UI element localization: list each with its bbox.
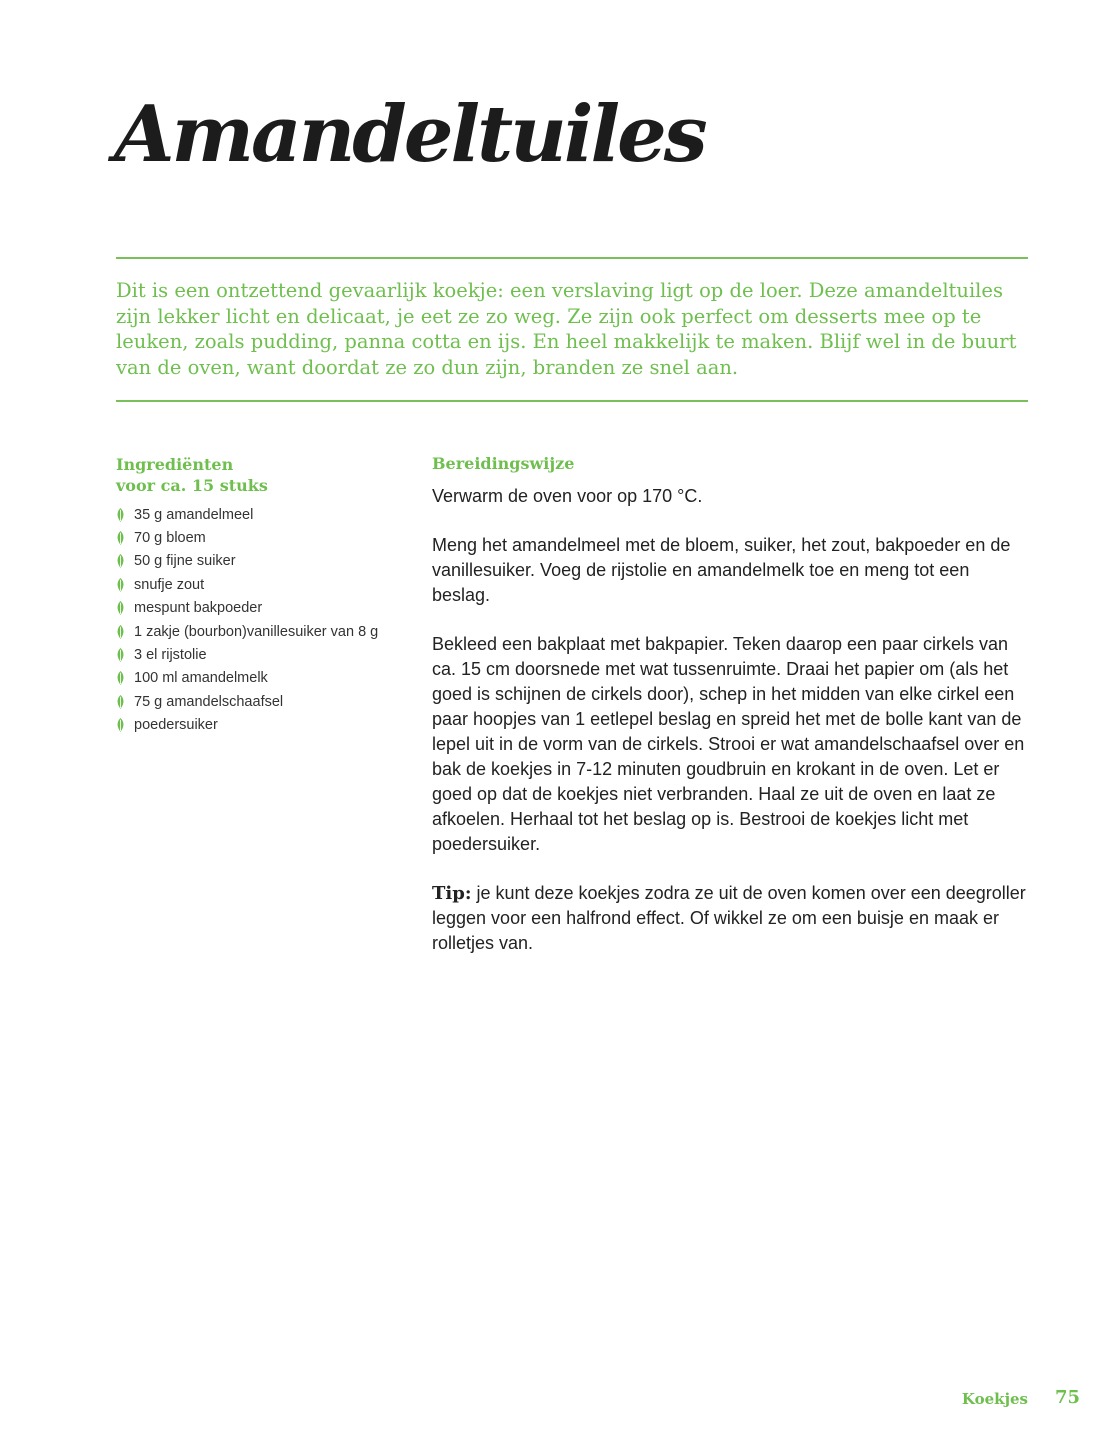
ingredient-item bbox=[116, 550, 416, 573]
leaf-icon bbox=[116, 718, 125, 732]
leaf-icon bbox=[116, 695, 125, 709]
preparation-heading: Bereidingswijze bbox=[432, 454, 575, 473]
page-number: 75 bbox=[1054, 1387, 1080, 1408]
leaf-icon bbox=[116, 601, 125, 615]
ingredient-text: 1 zakje (bourbon)vanillesuiker van 8 g bbox=[134, 623, 379, 640]
tip-paragraph bbox=[432, 881, 1032, 956]
ingredient-item bbox=[116, 597, 416, 620]
leaf-icon bbox=[116, 554, 125, 568]
ingredient-text: 70 g bloem bbox=[134, 530, 206, 547]
ingredients-heading-line1: Ingrediënten bbox=[116, 455, 234, 474]
leaf-icon bbox=[116, 625, 125, 639]
leaf-icon bbox=[116, 578, 125, 592]
leaf-icon bbox=[116, 671, 125, 685]
ingredient-text: mespunt bakpoeder bbox=[134, 600, 263, 617]
ingredient-text: 100 ml amandelmelk bbox=[134, 670, 268, 687]
ingredient-text: 75 g amandelschaafsel bbox=[134, 693, 284, 710]
leaf-icon bbox=[116, 531, 125, 545]
preparation-body bbox=[432, 484, 1032, 980]
ingredient-text: 35 g amandelmeel bbox=[134, 506, 254, 523]
ingredients-heading bbox=[116, 454, 268, 496]
ingredient-item bbox=[116, 526, 416, 549]
bottom-divider bbox=[116, 400, 1028, 402]
ingredients-list bbox=[116, 503, 416, 737]
ingredient-item bbox=[116, 667, 416, 690]
top-divider bbox=[116, 257, 1028, 259]
preparation-step-1: Verwarm de oven voor op 170 °C. bbox=[432, 486, 703, 506]
ingredient-text: 3 el rijstolie bbox=[134, 647, 207, 664]
leaf-icon bbox=[116, 648, 125, 662]
tip-label: Tip: bbox=[432, 883, 472, 904]
preparation-step-3: Bekleed een bakplaat met bakpapier. Teken daarop een paar cirkels van ca. 15 cm doorsnede met wat tussenruimte. Draai het papier om (als het goed is schijnen de cirkels door), schep in het midden van elke cirkel een paar hoopjes van 1 eetlepel beslag en spreid het met de bolle kant van de lepel uit in de vorm van de cirkels. Strooi er wat amandelschaafsel over en bak de koekjes in 7-12 minuten goudbruin en krokant in de oven. Let er goed op dat de koekjes niet verbranden. Haal ze uit de oven en laat ze afkoelen. Herhaal tot het beslag op is. Bestrooi de koekjes licht met poedersuiker. bbox=[432, 634, 1025, 854]
ingredients-heading-line2: voor ca. 15 stuks bbox=[116, 476, 268, 495]
footer-section-name: Koekjes bbox=[961, 1390, 1028, 1408]
ingredient-text: 50 g fijne suiker bbox=[134, 553, 236, 570]
tip-text: je kunt deze koekjes zodra ze uit de oven komen over een deegroller leggen voor een halfrond effect. Of wikkel ze om een buisje en maak er rolletjes van. bbox=[432, 883, 1026, 953]
intro-text: Dit is een ontzettend gevaarlijk koekje: een verslaving ligt op de loer. Deze amandeltuiles zijn lekker licht en delicaat, je eet ze zo weg. Ze zijn ook perfect om desserts mee op te leuken, zoals pudding, panna cotta en ijs. En heel makkelijk te maken. Blijf wel in de buurt van de oven, want doordat ze zo dun zijn, branden ze snel aan. bbox=[116, 279, 1017, 379]
ingredient-item bbox=[116, 620, 416, 643]
ingredient-item bbox=[116, 503, 416, 526]
ingredient-text: snufje zout bbox=[134, 576, 205, 593]
ingredient-item bbox=[116, 573, 416, 596]
ingredient-text: poedersuiker bbox=[134, 717, 218, 734]
ingredient-item bbox=[116, 643, 416, 666]
preparation-step-2: Meng het amandelmeel met de bloem, suiker, het zout, bakpoeder en de vanillesuiker. Voeg de rijstolie en amandelmelk toe en meng tot een beslag. bbox=[432, 535, 1011, 605]
ingredient-item bbox=[116, 690, 416, 713]
page-title: Amandeltuiles bbox=[114, 89, 705, 180]
ingredient-item bbox=[116, 714, 416, 737]
leaf-icon bbox=[116, 508, 125, 522]
